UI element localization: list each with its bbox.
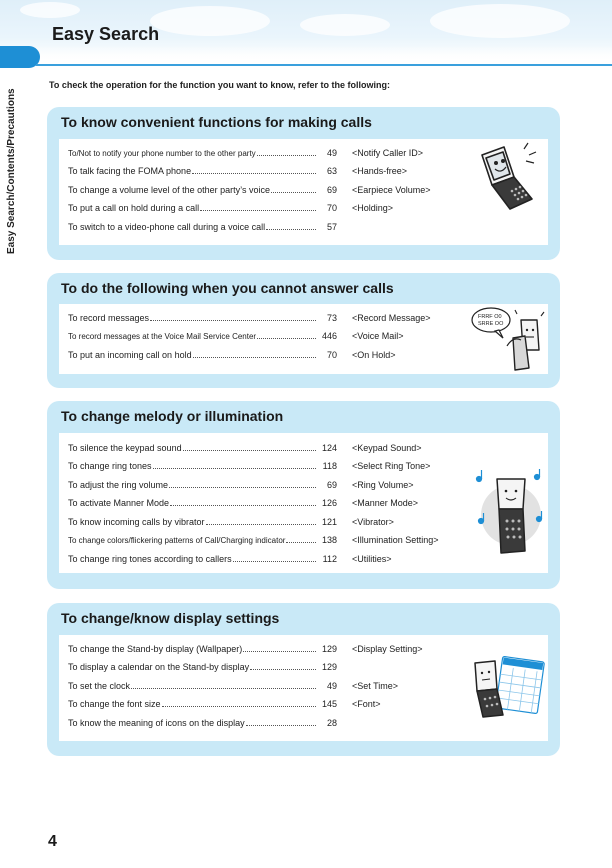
page-ref: 129: [321, 644, 337, 654]
list-item: [68, 348, 396, 362]
page-ref: 69: [326, 480, 337, 490]
list-item: [68, 329, 404, 343]
header-rule: [36, 64, 612, 66]
function-ref: <Illumination Setting>: [352, 535, 439, 545]
item-description: To put a call on hold during a call: [68, 203, 200, 213]
page-ref: 73: [326, 313, 337, 323]
page-ref: 112: [322, 554, 337, 564]
function-ref: <Keypad Sound>: [352, 443, 422, 453]
list-item: [68, 679, 399, 693]
leader-dots: [257, 338, 316, 339]
intro-text: To check the operation for the function you want to know, refer to the following:: [49, 80, 390, 90]
section-calls: [47, 107, 560, 260]
page-ref: 129: [321, 662, 337, 672]
list-item: [68, 201, 394, 215]
leader-dots: [286, 542, 316, 543]
leader-dots: [250, 669, 316, 670]
page-ref: 63: [326, 166, 337, 176]
list-item: [68, 146, 424, 160]
item-description: To set the clock: [68, 681, 131, 691]
page-ref: 70: [326, 350, 337, 360]
list-item: [68, 311, 431, 325]
function-ref: <Manner Mode>: [352, 498, 419, 508]
function-ref: <Utilities>: [352, 554, 392, 564]
leader-dots: [131, 688, 316, 689]
section-title: To change/know display settings: [61, 610, 280, 626]
leader-dots: [271, 192, 316, 193]
function-ref: <Notify Caller ID>: [352, 148, 424, 158]
page-ref: 28: [326, 718, 337, 728]
item-description: To change ring tones according to callers: [68, 554, 232, 564]
item-description: To display a calendar on the Stand-by display: [68, 662, 250, 672]
list-item: [68, 515, 394, 529]
list-item: [68, 496, 419, 510]
item-description: To talk facing the FOMA phone: [68, 166, 192, 176]
section-display: [47, 603, 560, 756]
item-description: To know incoming calls by vibrator: [68, 517, 205, 527]
page-ref: 138: [321, 535, 337, 545]
leader-dots: [266, 229, 316, 230]
list-item: [68, 642, 423, 656]
item-description: To silence the keypad sound: [68, 443, 182, 453]
function-ref: <Earpiece Volume>: [352, 185, 431, 195]
item-description: To record messages at the Voice Mail Service Center: [68, 331, 257, 341]
speech-bubble-line: FRRF O0: [478, 314, 502, 320]
item-description: To know the meaning of icons on the display: [68, 718, 245, 728]
page-ref: 49: [326, 681, 337, 691]
item-description: To change the Stand-by display (Wallpaper): [68, 644, 243, 654]
phone-calendar-icon: [469, 655, 545, 719]
item-description: To adjust the ring volume: [68, 480, 169, 490]
list-item: [68, 220, 337, 234]
page-ref: 118: [322, 461, 337, 471]
function-ref: <On Hold>: [352, 350, 396, 360]
section-melody: [47, 401, 560, 589]
function-ref: <Display Setting>: [352, 644, 423, 654]
section-list: [59, 304, 548, 374]
section-tab-marker: [0, 46, 40, 68]
section-cannot-answer: [47, 273, 560, 388]
leader-dots: [257, 155, 316, 156]
leader-dots: [246, 725, 316, 726]
item-description: To change a volume level of the other party’s voice: [68, 185, 270, 195]
page-ref: 145: [321, 699, 337, 709]
list-item: [68, 552, 392, 566]
folding-phone-icon: [474, 141, 540, 215]
function-ref: <Vibrator>: [352, 517, 394, 527]
list-item: [68, 533, 439, 547]
item-description: To record messages: [68, 313, 150, 323]
leader-dots: [243, 651, 316, 652]
page-ref: 126: [321, 498, 337, 508]
section-list: [59, 139, 548, 245]
function-ref: <Set Time>: [352, 681, 399, 691]
page-number: 4: [48, 833, 57, 850]
section-title: To change melody or illumination: [61, 408, 284, 424]
function-ref: <Holding>: [352, 203, 394, 213]
item-description: To change the font size: [68, 699, 161, 709]
leader-dots: [153, 468, 316, 469]
list-item: [68, 660, 337, 674]
leader-dots: [170, 505, 316, 506]
page-ref: 121: [321, 517, 337, 527]
item-description: To activate Manner Mode: [68, 498, 170, 508]
item-description: To switch to a video-phone call during a voice call: [68, 222, 266, 232]
list-item: [68, 164, 408, 178]
list-item: [68, 716, 337, 730]
function-ref: <Voice Mail>: [352, 331, 404, 341]
leader-dots: [162, 706, 316, 707]
page-ref: 57: [326, 222, 337, 232]
leader-dots: [150, 320, 316, 321]
item-description: To change colors/flickering patterns of Call/Charging indicator: [68, 535, 286, 545]
speech-bubble-line: SRRE OO: [478, 321, 504, 327]
leader-dots: [193, 357, 316, 358]
leader-dots: [233, 561, 316, 562]
function-ref: <Ring Volume>: [352, 480, 414, 490]
page-ref: 446: [321, 331, 337, 341]
list-item: [68, 459, 431, 473]
page-ref: 70: [326, 203, 337, 213]
leader-dots: [183, 450, 316, 451]
page-ref: 49: [326, 148, 337, 158]
singing-phone-icon: [471, 469, 549, 559]
page-ref: 69: [326, 185, 337, 195]
section-title: To know convenient functions for making calls: [61, 114, 372, 130]
answering-phone-icon: [469, 306, 547, 374]
item-description: To put an incoming call on hold: [68, 350, 192, 360]
list-item: [68, 183, 431, 197]
section-title: To do the following when you cannot answer calls: [61, 280, 394, 296]
list-item: [68, 478, 414, 492]
list-item: [68, 697, 381, 711]
function-ref: <Record Message>: [352, 313, 431, 323]
section-list: [59, 433, 548, 573]
side-label: Easy Search/Contents/Precautions: [6, 88, 17, 254]
page-ref: 124: [321, 443, 337, 453]
leader-dots: [206, 524, 316, 525]
function-ref: <Hands-free>: [352, 166, 408, 176]
page-title: Easy Search: [52, 24, 160, 44]
section-list: [59, 635, 548, 741]
leader-dots: [192, 173, 316, 174]
item-description: To/Not to notify your phone number to the other party: [68, 148, 256, 158]
list-item: [68, 441, 422, 455]
function-ref: <Font>: [352, 699, 381, 709]
leader-dots: [200, 210, 316, 211]
function-ref: <Select Ring Tone>: [352, 461, 431, 471]
leader-dots: [169, 487, 316, 488]
item-description: To change ring tones: [68, 461, 152, 471]
